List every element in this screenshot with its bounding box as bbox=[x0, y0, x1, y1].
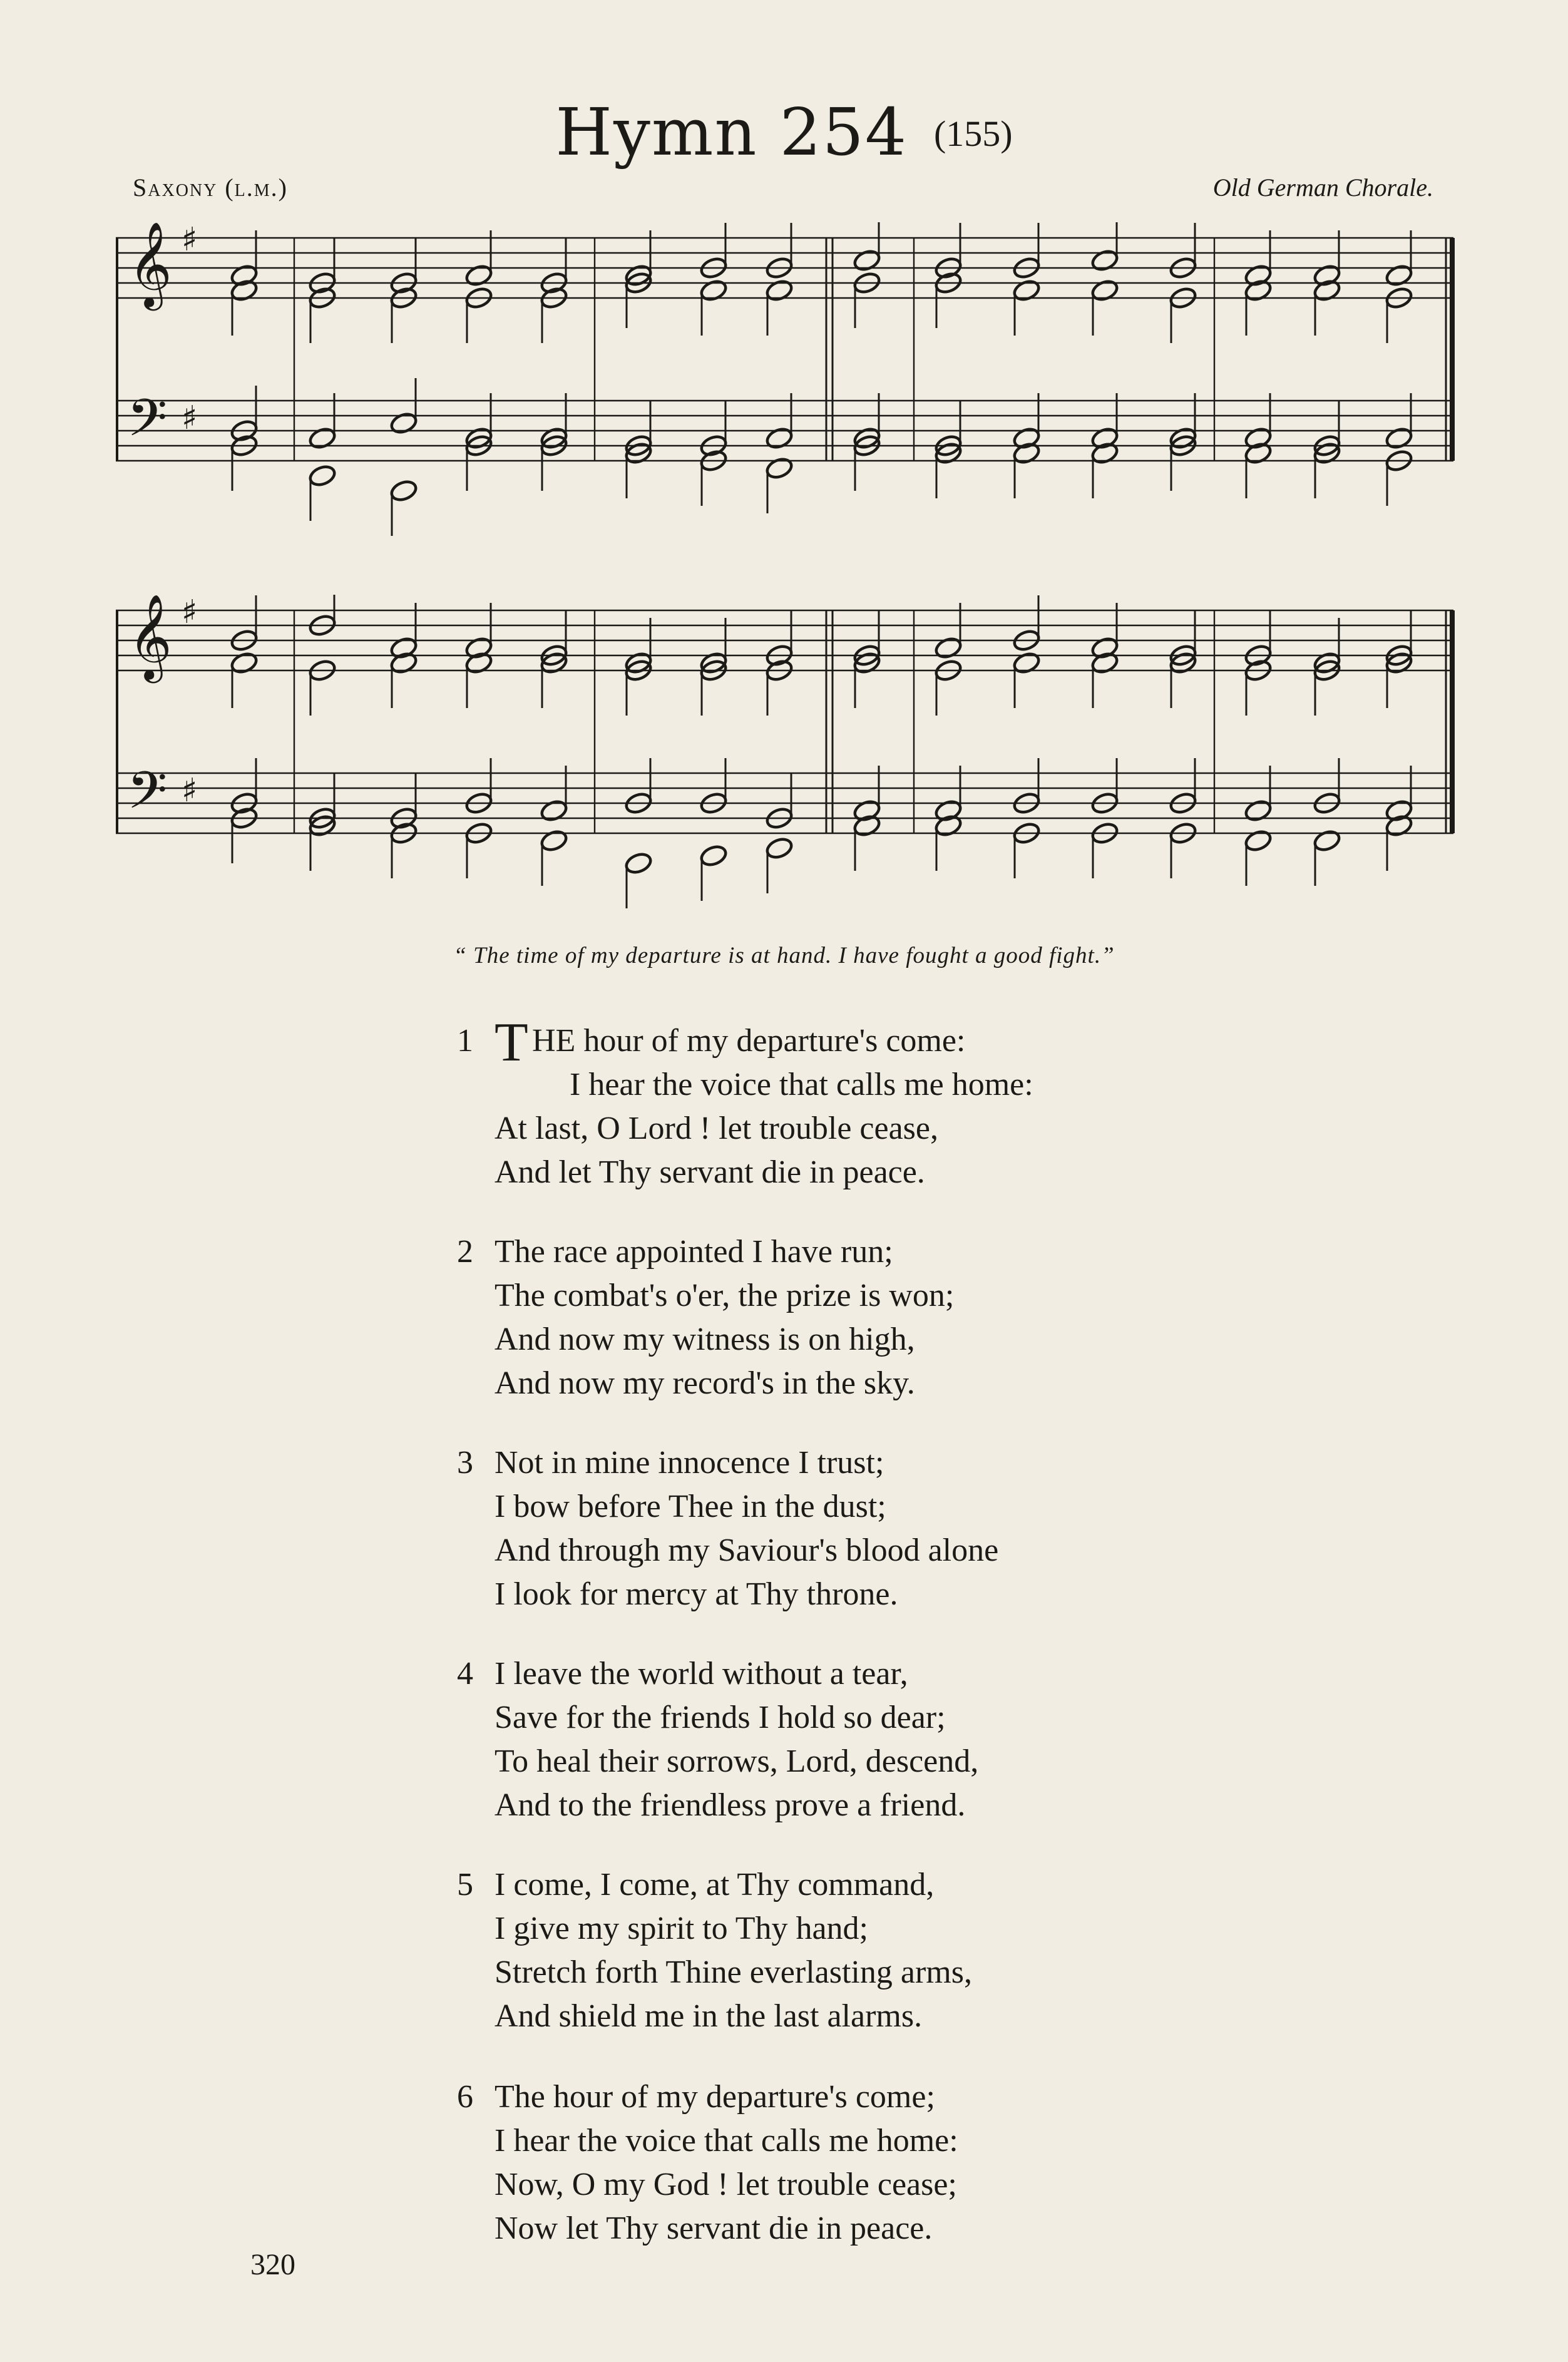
verse-number: 6 bbox=[457, 2079, 473, 2115]
verse-line: Now, O my God ! let trouble cease; bbox=[494, 2167, 957, 2202]
verse-line: And through my Saviour's blood alone bbox=[494, 1533, 999, 1568]
verse-line: And now my witness is on high, bbox=[494, 1322, 915, 1357]
verse-line: The race appointed I have run; bbox=[494, 1234, 893, 1270]
music-system-1 bbox=[116, 222, 1455, 560]
verse-number: 3 bbox=[457, 1445, 473, 1481]
key-signature-sharp: ♯ bbox=[182, 222, 198, 259]
verse-line: I come, I come, at Thy command, bbox=[494, 1867, 935, 1902]
verse-line: Not in mine innocence I trust; bbox=[494, 1445, 884, 1481]
hymn-title bbox=[0, 94, 1568, 170]
verse-line: And to the friendless prove a friend. bbox=[494, 1787, 966, 1823]
tune-name: Saxony (l.m.) bbox=[133, 173, 288, 202]
notehead bbox=[464, 263, 494, 287]
notehead bbox=[765, 836, 794, 860]
notehead bbox=[1012, 650, 1042, 675]
notehead bbox=[765, 426, 794, 450]
verse-number: 5 bbox=[457, 1867, 473, 1902]
verse-number: 1 bbox=[457, 1023, 473, 1059]
music-staff-svg bbox=[116, 595, 1455, 933]
notehead bbox=[308, 426, 337, 450]
notehead bbox=[1313, 828, 1342, 853]
tune-source: Old German Chorale. bbox=[1212, 173, 1433, 202]
verse-5 bbox=[451, 1863, 972, 2038]
notehead bbox=[1244, 828, 1273, 853]
treble-clef: 𝄞 bbox=[128, 222, 172, 307]
notehead bbox=[934, 635, 963, 660]
verse-line: And let Thy servant die in peace. bbox=[494, 1154, 925, 1190]
verse-3 bbox=[451, 1441, 998, 1616]
bass-clef: 𝄢 bbox=[127, 388, 168, 461]
treble-clef: 𝄞 bbox=[128, 595, 172, 679]
hymn-title-text: Hymn 254 bbox=[555, 94, 908, 170]
verse-number: 2 bbox=[457, 1234, 473, 1270]
key-signature-sharp: ♯ bbox=[182, 595, 198, 631]
notehead bbox=[1090, 278, 1120, 302]
key-signature-sharp: ♯ bbox=[182, 772, 198, 809]
notehead bbox=[765, 278, 794, 302]
notehead bbox=[1385, 263, 1414, 287]
notehead bbox=[230, 650, 259, 675]
verse-1 bbox=[451, 1012, 1033, 1194]
notehead bbox=[1090, 248, 1120, 272]
verse-number: 4 bbox=[457, 1656, 473, 1692]
verse-line: I give my spirit to Thy hand; bbox=[494, 1911, 868, 1946]
verse-line: I look for mercy at Thy throne. bbox=[494, 1576, 898, 1612]
notehead bbox=[1385, 426, 1414, 450]
verse-6 bbox=[451, 2075, 958, 2251]
hymn-alt-number: (155) bbox=[933, 113, 1013, 154]
drop-cap: T bbox=[494, 1012, 528, 1073]
verse-line: And now my record's in the sky. bbox=[494, 1365, 915, 1401]
verse-line: To heal their sorrows, Lord, descend, bbox=[494, 1743, 979, 1779]
key-signature-sharp: ♯ bbox=[182, 399, 198, 437]
notehead bbox=[699, 278, 729, 302]
notehead bbox=[389, 478, 419, 503]
notehead bbox=[1012, 278, 1042, 302]
bass-clef: 𝄢 bbox=[127, 760, 168, 833]
notehead bbox=[389, 411, 419, 435]
notehead bbox=[699, 843, 729, 868]
page-number: 320 bbox=[250, 2248, 295, 2281]
verse-line: Save for the friends I hold so dear; bbox=[494, 1700, 946, 1735]
verse-line: At last, O Lord ! let trouble cease, bbox=[494, 1111, 938, 1146]
notehead bbox=[540, 798, 569, 823]
notehead bbox=[765, 456, 794, 480]
verse-4 bbox=[451, 1652, 978, 1827]
music-staff-svg bbox=[116, 222, 1455, 560]
notehead bbox=[308, 463, 337, 488]
verse-line: Now let Thy servant die in peace. bbox=[494, 2211, 933, 2246]
verse-line: The combat's o'er, the prize is won; bbox=[494, 1278, 955, 1313]
verse-line: HE hour of my departure's come: bbox=[532, 1023, 966, 1059]
music-system-2 bbox=[116, 595, 1455, 933]
notehead bbox=[853, 248, 882, 272]
verse-line: And shield me in the last alarms. bbox=[494, 1998, 923, 2034]
notehead bbox=[624, 851, 653, 875]
notehead bbox=[540, 828, 569, 853]
scripture-epigraph: “ The time of my departure is at hand. I have fought a good fight.” bbox=[453, 943, 1115, 968]
verse-2 bbox=[451, 1230, 954, 1405]
verse-line: I leave the world without a tear, bbox=[494, 1656, 908, 1692]
verse-line: The hour of my departure's come; bbox=[494, 2079, 935, 2115]
verse-line: I hear the voice that calls me home: bbox=[570, 1067, 1033, 1102]
verse-line: I hear the voice that calls me home: bbox=[494, 2123, 958, 2159]
verse-line: I bow before Thee in the dust; bbox=[494, 1489, 886, 1524]
verse-line: Stretch forth Thine everlasting arms, bbox=[494, 1954, 972, 1990]
notehead bbox=[1244, 798, 1273, 823]
